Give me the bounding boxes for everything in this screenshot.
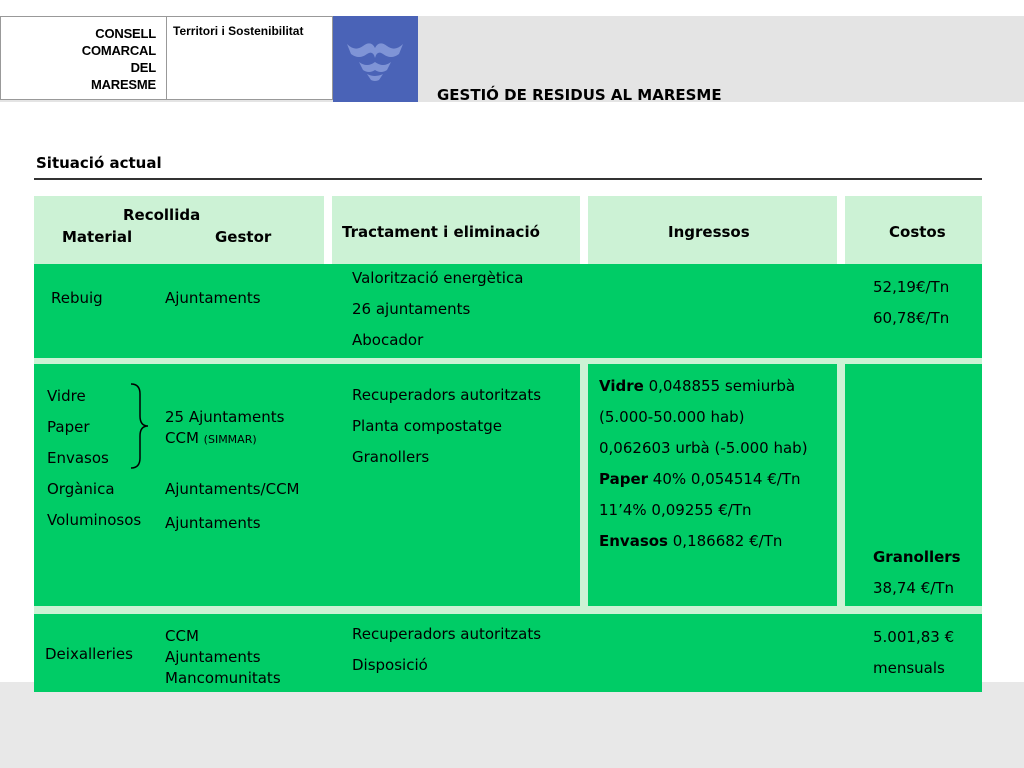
row3-gestor-1: CCM [165, 627, 199, 645]
row-separator [34, 606, 982, 614]
row3-gestor-3: Mancomunitats [165, 669, 281, 687]
row2-ingressos-paper-2: 11’4% 0,09255 €/Tn [599, 501, 752, 519]
row2-gestor-3: Ajuntaments/CCM [165, 480, 300, 498]
row1-tractament-2: 26 ajuntaments [352, 300, 471, 318]
row2-ingressos-paper-1 [599, 470, 801, 488]
waves-emblem-icon [333, 16, 418, 102]
row2-ingressos-envasos-1 [599, 532, 782, 550]
row1-gestor: Ajuntaments [165, 289, 261, 307]
row2-ingressos-vidre-2: (5.000-50.000 hab) [599, 408, 745, 426]
header-recollida [34, 196, 324, 264]
row2-material-vidre: Vidre [47, 387, 86, 405]
row2-cost-label [873, 548, 961, 566]
column-separator [580, 364, 588, 606]
header-ingressos [588, 196, 837, 264]
row3-tractament-2: Disposició [352, 656, 428, 674]
header-gestor-label: Gestor [215, 228, 272, 246]
header-costos [845, 196, 982, 264]
row3-cost-2: mensuals [873, 659, 945, 677]
row2-material-voluminosos: Voluminosos [47, 511, 142, 529]
department-label [167, 16, 333, 100]
header-tractament [332, 196, 580, 264]
page-title: GESTIÓ DE RESIDUS AL MARESME [437, 86, 722, 104]
column-separator [837, 364, 845, 606]
curly-brace-icon [128, 382, 154, 470]
section-title: Situació actual [36, 154, 162, 172]
row3-material: Deixalleries [45, 645, 133, 663]
header-costos-label: Costos [889, 223, 946, 241]
header-recollida-label: Recollida [123, 206, 201, 224]
row3-tractament-1: Recuperadors autoritzats [352, 625, 542, 643]
row2-ingressos-paper-value: 40% 0,054514 €/Tn [648, 470, 801, 488]
row2-gestor-2-main: CCM [165, 429, 199, 447]
row2-gestor-2 [165, 429, 257, 449]
row1-tractament-3: Abocador [352, 331, 424, 349]
row2-ingressos-envasos-label: Envasos [599, 532, 668, 550]
row1-material: Rebuig [51, 289, 103, 307]
header-material-label: Material [62, 228, 133, 246]
section-divider [34, 178, 982, 180]
row2-gestor-2-small: (SIMMAR) [203, 433, 257, 446]
row3-gestor-2: Ajuntaments [165, 648, 261, 666]
row1-cost-1: 52,19€/Tn [873, 278, 950, 296]
row1-cost-2: 60,78€/Tn [873, 309, 950, 327]
header-tractament-label: Tractament i eliminació [342, 223, 540, 241]
row2-material-organica: Orgànica [47, 480, 115, 498]
row2-ingressos-paper-label: Paper [599, 470, 649, 488]
logo-line: COMARCAL [81, 43, 156, 58]
row2-ingressos-vidre-value: 0,048855 semiurbà [643, 377, 796, 395]
row1-tractament-1: Valorització energètica [352, 269, 524, 287]
row2-tractament-3: Granollers [352, 448, 430, 466]
logo-line: CONSELL [95, 26, 156, 41]
logo-line: MARESME [90, 77, 156, 92]
row2-cost-label-text: Granollers [873, 548, 961, 566]
row2-material-envasos: Envasos [47, 449, 109, 467]
row2-material-paper: Paper [47, 418, 90, 436]
row2-ingressos-envasos-value: 0,186682 €/Tn [668, 532, 783, 550]
row2-gestor-1: 25 Ajuntaments [165, 408, 285, 426]
footer-band [0, 682, 1024, 768]
logo-line: DEL [130, 60, 156, 75]
row2-cost-value: 38,74 €/Tn [873, 579, 954, 597]
row3-cost-1: 5.001,83 € [873, 628, 955, 646]
row2-ingressos-vidre-3: 0,062603 urbà (-5.000 hab) [599, 439, 808, 457]
header-ingressos-label: Ingressos [668, 223, 750, 241]
row2-tractament-2: Planta compostatge [352, 417, 503, 435]
row2-tractament-1: Recuperadors autoritzats [352, 386, 542, 404]
row2-gestor-4: Ajuntaments [165, 514, 261, 532]
row2-ingressos-vidre-label: Vidre [599, 377, 644, 395]
row2-ingressos-vidre-1 [599, 377, 795, 395]
department-text: Territori i Sostenibilitat [173, 24, 304, 38]
consell-logo [0, 16, 167, 100]
